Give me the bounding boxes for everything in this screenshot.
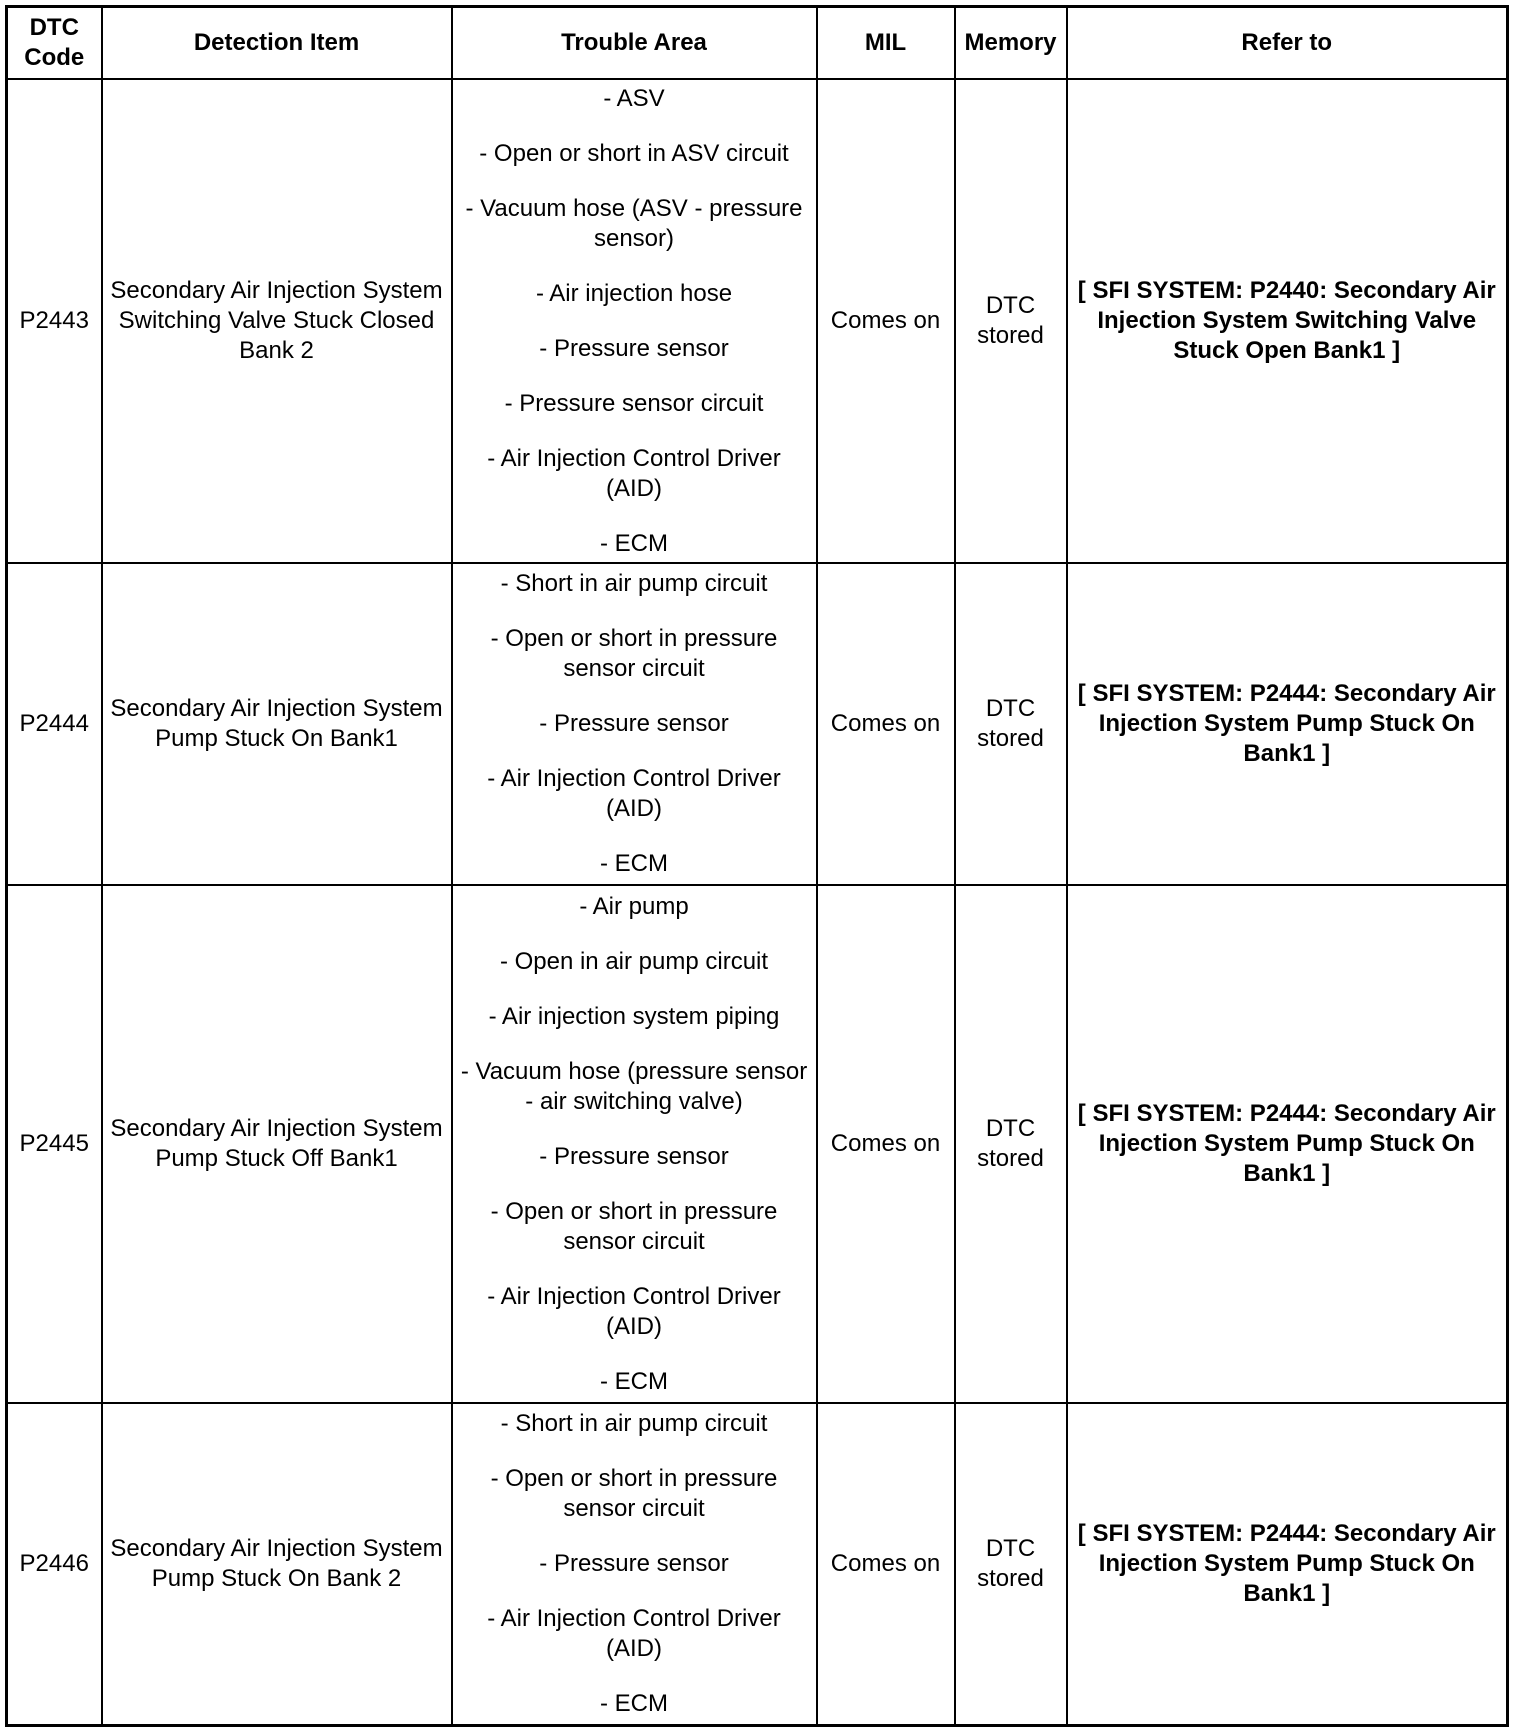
mil-cell: Comes on: [817, 563, 955, 885]
refer-to-link[interactable]: [ SFI SYSTEM: P2444: Secondary Air Injection System Pump Stuck On Bank1 ]: [1067, 885, 1508, 1403]
trouble-area-item: - Pressure sensor circuit: [504, 389, 764, 417]
trouble-area-item: - ECM: [600, 850, 668, 877]
trouble-area-item: - Air Injection Control Driver (AID): [487, 1604, 781, 1662]
trouble-area-cell: [452, 1403, 817, 1725]
mil-cell: Comes on: [817, 885, 955, 1403]
trouble-area-item: - Short in air pump circuit: [500, 570, 768, 597]
trouble-area-item: - Open or short in ASV circuit: [479, 139, 789, 167]
refer-to-link[interactable]: [ SFI SYSTEM: P2444: Secondary Air Injection System Pump Stuck On Bank1 ]: [1067, 563, 1508, 885]
table-row: [7, 1403, 1508, 1725]
dtc-code-cell: P2444: [7, 563, 102, 885]
header-refer-to: Refer to: [1067, 7, 1508, 80]
header-mil: MIL: [817, 7, 955, 80]
trouble-area-item: - Open or short in pressure sensor circuit: [490, 1197, 778, 1255]
detection-item-cell: Secondary Air Injection System Pump Stuck Off Bank1: [102, 885, 452, 1403]
dtc-code-cell: P2443: [7, 79, 102, 563]
table-row: [7, 885, 1508, 1403]
detection-item-cell: Secondary Air Injection System Pump Stuck On Bank 2: [102, 1403, 452, 1725]
trouble-area-item: - Air Injection Control Driver (AID): [487, 1282, 781, 1340]
header-memory: Memory: [955, 7, 1067, 80]
mil-cell: Comes on: [817, 1403, 955, 1725]
dtc-table: [5, 5, 1509, 1727]
header-detection-item: Detection Item: [102, 7, 452, 80]
trouble-area-cell: [452, 79, 817, 563]
table-row: [7, 563, 1508, 885]
header-row: [7, 7, 1508, 80]
trouble-area-item: - Air pump: [579, 892, 689, 920]
trouble-area-item: - Open or short in pressure sensor circuit: [490, 625, 778, 682]
table-row: [7, 79, 1508, 563]
memory-cell: DTC stored: [955, 1403, 1067, 1725]
trouble-area-item: - Air Injection Control Driver (AID): [487, 444, 781, 502]
detection-item-cell: Secondary Air Injection System Switching Valve Stuck Closed Bank 2: [102, 79, 452, 563]
trouble-area-item: - Pressure sensor: [539, 334, 729, 362]
trouble-area-item: - Air injection hose: [535, 279, 733, 307]
refer-to-link[interactable]: [ SFI SYSTEM: P2444: Secondary Air Injection System Pump Stuck On Bank1 ]: [1067, 1403, 1508, 1725]
trouble-area-item: - Pressure sensor: [539, 1142, 729, 1170]
trouble-area-cell: [452, 885, 817, 1403]
header-dtc-code: DTC Code: [7, 7, 102, 80]
trouble-area-item: - Open or short in pressure sensor circuit: [490, 1464, 778, 1522]
trouble-area-item: - ECM: [600, 529, 668, 557]
trouble-area-item: - Air injection system piping: [488, 1002, 780, 1030]
dtc-code-cell: P2446: [7, 1403, 102, 1725]
header-trouble-area: Trouble Area: [452, 7, 817, 80]
trouble-area-item: - Vacuum hose (pressure sensor - air switching valve): [460, 1057, 808, 1115]
memory-cell: DTC stored: [955, 79, 1067, 563]
detection-item-cell: Secondary Air Injection System Pump Stuck On Bank1: [102, 563, 452, 885]
trouble-area-item: - Pressure sensor: [539, 710, 729, 737]
memory-cell: DTC stored: [955, 563, 1067, 885]
trouble-area-item: - Open in air pump circuit: [499, 947, 769, 975]
refer-to-link[interactable]: [ SFI SYSTEM: P2440: Secondary Air Injection System Switching Valve Stuck Open Bank1 ]: [1067, 79, 1508, 563]
trouble-area-item: - Vacuum hose (ASV - pressure sensor): [465, 194, 803, 252]
mil-cell: Comes on: [817, 79, 955, 563]
trouble-area-item: - ASV: [603, 84, 665, 112]
trouble-area-item: - Pressure sensor: [539, 1549, 729, 1577]
memory-cell: DTC stored: [955, 885, 1067, 1403]
trouble-area-item: - ECM: [600, 1367, 668, 1395]
trouble-area-cell: [452, 563, 817, 885]
trouble-area-item: - ECM: [600, 1689, 668, 1717]
dtc-code-cell: P2445: [7, 885, 102, 1403]
trouble-area-item: - Air Injection Control Driver (AID): [487, 765, 781, 822]
trouble-area-item: - Short in air pump circuit: [500, 1409, 768, 1437]
